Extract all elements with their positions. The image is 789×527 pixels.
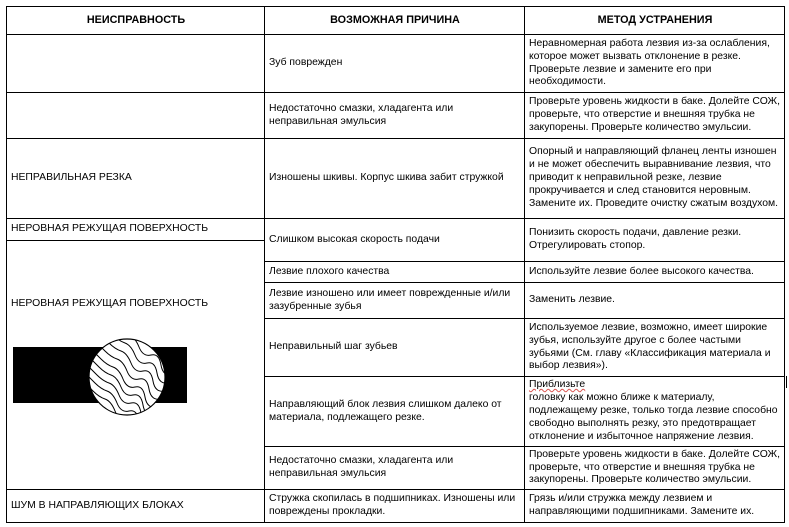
header-remedy: МЕТОД УСТРАНЕНИЯ (597, 14, 713, 27)
remedy-cell: Понизить скорость подачи, давление резки. Отрегулировать стопор. (529, 227, 742, 251)
cause-cell: Недостаточно смазки, хладагента или неправильная эмульсия (269, 455, 454, 479)
cause-cell: Стружка скопилась в подшипниках. Изношены или повреждены прокладки. (269, 493, 516, 517)
table-border-bottom (6, 522, 784, 523)
header-cause: ВОЗМОЖНАЯ ПРИЧИНА (330, 14, 460, 27)
remedy-cell: Используемое лезвие, возможно, имеет широкие зубья, используйте другое с более частыми зубьями (См. главу «Классификация материала и выбор лезвия»). (529, 321, 771, 372)
cause-cell: Лезвие плохого качества (269, 265, 390, 277)
cause-cell: Неправильный шаг зубьев (269, 341, 398, 353)
cause-cell: Слишком высокая скорость подачи (269, 233, 440, 245)
problem-cell: ШУМ В НАПРАВЛЯЮЩИХ БЛОКАХ (11, 499, 184, 511)
remedy-cell: Проверьте уровень жидкости в баке. Долейте СОЖ, проверьте, что отверстие и внешняя трубка не закупорены. Проверьте количество эмульсии. (529, 448, 781, 486)
remedy-cell: Заменить лезвие. (529, 294, 615, 306)
cause-cell: Лезвие изношено или имеет поврежденные и/или зазубренные зубья (269, 287, 511, 312)
cause-cell: Недостаточно смазки, хладагента или неправильная эмульсия (269, 102, 454, 127)
remedy-cell: Приблизьте головку как можно ближе к материалу, подлежащему резке, только тогда лезвие способно свободно выполнять резку, это предотвращает отклонение и избыточное напряжение лезвия. (525, 377, 784, 446)
remedy-cell: Проверьте уровень жидкости в баке. Долейте СОЖ, проверьте, что отверстие и внешняя трубка не закупорены. Проверьте количество эмульсии. (529, 96, 781, 133)
problem-cell: НЕРОВНАЯ РЕЖУЩАЯ ПОВЕРХНОСТЬ (11, 223, 209, 235)
cause-cell: Изношены шкивы. Корпус шкива забит стружкой (269, 172, 504, 184)
uneven-cut-illustration (13, 335, 193, 425)
remedy-cell: Неравномерная работа лезвия из-за ослабления, которое может вызвать отклонение в резке. Проверьте лезвие и замените его при необходимости. (529, 37, 770, 88)
text-cursor (786, 376, 787, 388)
problem-cell: НЕРОВНАЯ РЕЖУЩАЯ ПОВЕРХНОСТЬ (7, 241, 264, 489)
spellcheck-word: Приблизьте (529, 379, 586, 391)
remedy-cell: Грязь и/или стружка между лезвием и направляющими подшипниками. Замените их. (529, 493, 755, 517)
cause-cell: Направляющий блок лезвия слишком далеко от материала, подлежащего резке. (269, 398, 502, 423)
problem-cell: НЕПРАВИЛЬНАЯ РЕЗКА (11, 172, 132, 184)
cause-cell: Зуб поврежден (269, 57, 343, 69)
remedy-cell: Используйте лезвие более высокого качества. (529, 265, 754, 277)
table-border-right (784, 6, 785, 523)
remedy-cell: Опорный и направляющий фланец ленты изношен и не может обеспечить выравнивание лезвия, что приводит к неправильной резке, лезвие прокручивается и след становится неровным. Замените их. Проведите очистку сжатым воздухом. (529, 146, 779, 209)
header-problem: НЕИСПРАВНОСТЬ (86, 14, 186, 27)
